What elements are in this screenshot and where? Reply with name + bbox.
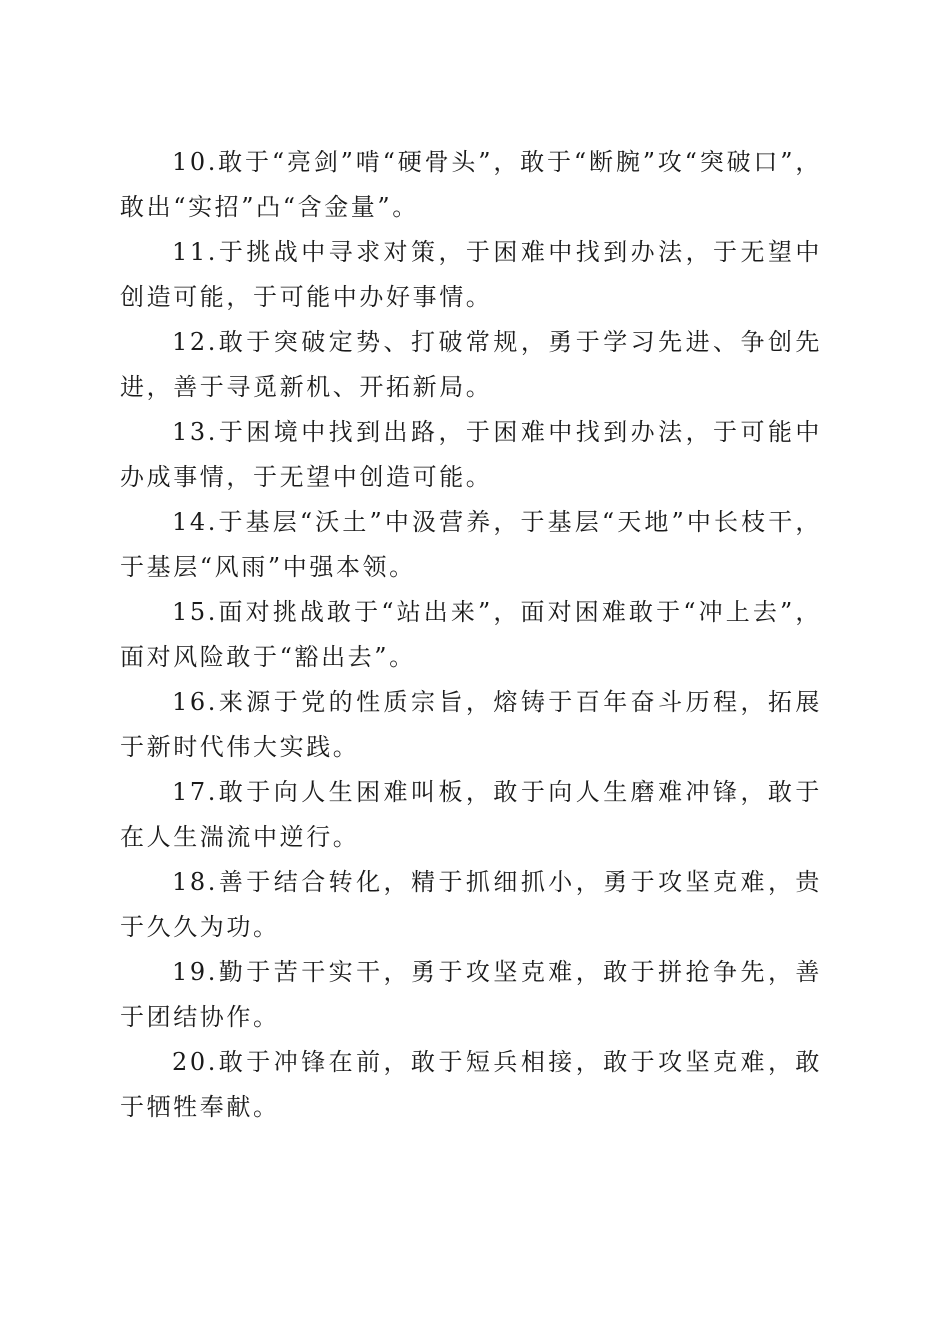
list-item: 13.于困境中找到出路，于困难中找到办法，于可能中办成事情，于无望中创造可能。 [120,418,822,491]
document-body [120,140,822,1130]
list-item: 10.敢于“亮剑”啃“硬骨头”，敢于“断腕”攻“突破口”，敢出“实招”凸“含金量”。 [120,148,822,221]
list-item: 14.于基层“沃土”中汲营养，于基层“天地”中长枝干，于基层“风雨”中强本领。 [120,508,822,581]
list-item: 15.面对挑战敢于“站出来”，面对困难敢于“冲上去”，面对风险敢于“豁出去”。 [120,598,822,671]
list-item: 11.于挑战中寻求对策，于困难中找到办法，于无望中创造可能，于可能中办好事情。 [120,238,822,311]
list-item: 20.敢于冲锋在前，敢于短兵相接，敢于攻坚克难，敢于牺牲奉献。 [120,1048,822,1121]
list-item: 18.善于结合转化，精于抓细抓小，勇于攻坚克难，贵于久久为功。 [120,868,822,941]
list-item: 19.勤于苦干实干，勇于攻坚克难，敢于拼抢争先，善于团结协作。 [120,958,822,1031]
list-item: 17.敢于向人生困难叫板，敢于向人生磨难冲锋，敢于在人生湍流中逆行。 [120,778,822,851]
list-item: 16.来源于党的性质宗旨，熔铸于百年奋斗历程，拓展于新时代伟大实践。 [120,688,822,761]
list-item: 12.敢于突破定势、打破常规，勇于学习先进、争创先进，善于寻觅新机、开拓新局。 [120,328,822,401]
